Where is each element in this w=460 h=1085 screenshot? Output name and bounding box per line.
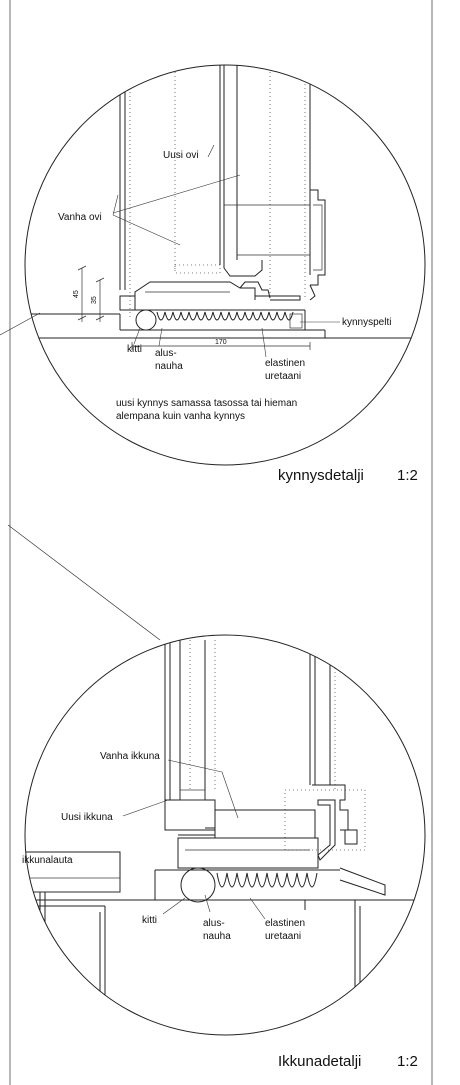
old-door <box>120 60 220 290</box>
threshold-detail <box>25 60 425 484</box>
label-uretaani-top: uretaani <box>265 371 302 382</box>
dim-35: 35 <box>91 296 98 304</box>
threshold-note-line1: uusi kynnys samassa tasossa tai hieman <box>116 398 298 409</box>
label-uretaani-bottom: uretaani <box>265 931 302 942</box>
label-uusi-ikkuna: Uusi ikkuna <box>61 812 113 823</box>
elastic-urethane-top <box>157 312 293 320</box>
label-alusnauha-bottom-1: alus- <box>203 918 225 929</box>
threshold-profile <box>30 282 420 338</box>
label-kitti-top: kitti <box>127 344 142 355</box>
label-alusnauha-bottom-2: nauha <box>203 931 231 942</box>
label-uusi-ovi: Uusi ovi <box>163 150 199 161</box>
new-door <box>220 60 325 300</box>
label-ikkunalauta: ikkunalauta <box>22 855 73 866</box>
title-ikkunadetalji: Ikkunadetalji <box>278 1053 362 1070</box>
label-kynnyspelti: kynnyspelti <box>342 317 392 328</box>
scale-ikkunadetalji: 1:2 <box>397 1053 418 1070</box>
dim-45: 45 <box>73 290 80 298</box>
label-vanha-ovi: Vanha ovi <box>58 212 102 223</box>
putty-kitti-top <box>136 310 156 330</box>
label-elastinen-top: elastinen <box>265 358 306 369</box>
scale-kynnysdetalji: 1:2 <box>397 467 418 484</box>
label-vanha-ikkuna: Vanha ikkuna <box>100 751 160 762</box>
label-alusnauha-top-2: nauha <box>155 361 183 372</box>
label-elastinen-bottom: elastinen <box>265 918 306 929</box>
window-detail <box>0 635 425 1070</box>
label-leaders-bottom <box>123 760 265 919</box>
title-kynnysdetalji: kynnysdetalji <box>278 467 364 484</box>
putty-kitti-bottom <box>181 868 215 902</box>
threshold-note-line2: alempana kuin vanha kynnys <box>116 411 245 422</box>
window-board <box>10 852 120 1040</box>
dim-170: 170 <box>215 339 227 346</box>
elastic-urethane-bottom <box>217 873 317 887</box>
label-leaders <box>113 145 340 357</box>
dimension-lines <box>78 266 310 350</box>
label-kitti-bottom: kitti <box>142 915 157 926</box>
new-window <box>310 640 385 895</box>
label-alusnauha-top-1: alus- <box>155 348 177 359</box>
